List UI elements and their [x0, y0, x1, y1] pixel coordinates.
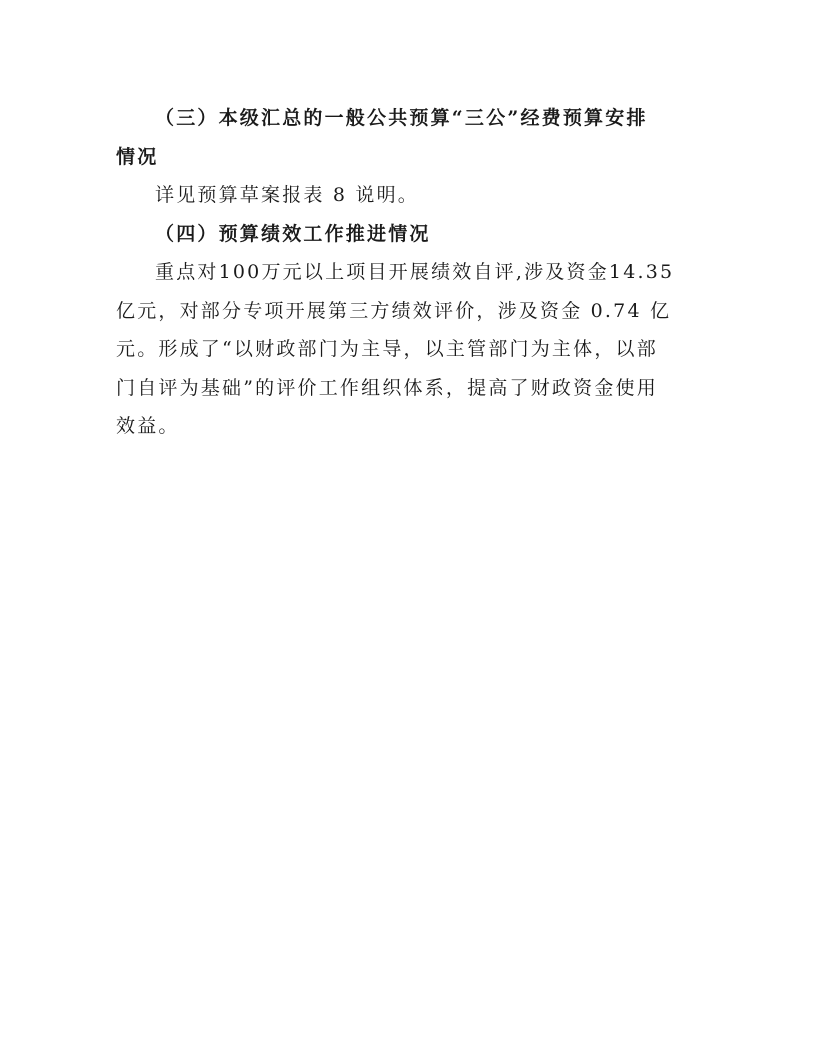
- section-4-paragraph-line-2: 亿元，对部分专项开展第三方绩效评价，涉及资金 0.74 亿: [116, 299, 672, 322]
- section-4-paragraph-line-4: 门自评为基础”的评价工作组织体系，提高了财政资金使用: [116, 376, 658, 399]
- section-3-body: 详见预算草案报表 8 说明。: [155, 184, 419, 206]
- section-4-paragraph-line-1: 重点对100万元以上项目开展绩效自评,涉及资金14.35: [155, 261, 675, 283]
- section-4-heading: （四）预算绩效工作推进情况: [155, 222, 431, 245]
- section-4-paragraph-line-3: 元。形成了“以财政部门为主导，以主管部门为主体，以部: [116, 338, 658, 360]
- document-body: [116, 99, 694, 446]
- section-3-heading-line-1: （三）本级汇总的一般公共预算“三公”经费预算安排: [155, 107, 648, 129]
- section-4-paragraph-line-5: 效益。: [116, 415, 180, 437]
- section-3-heading-line-2: 情况: [116, 145, 159, 168]
